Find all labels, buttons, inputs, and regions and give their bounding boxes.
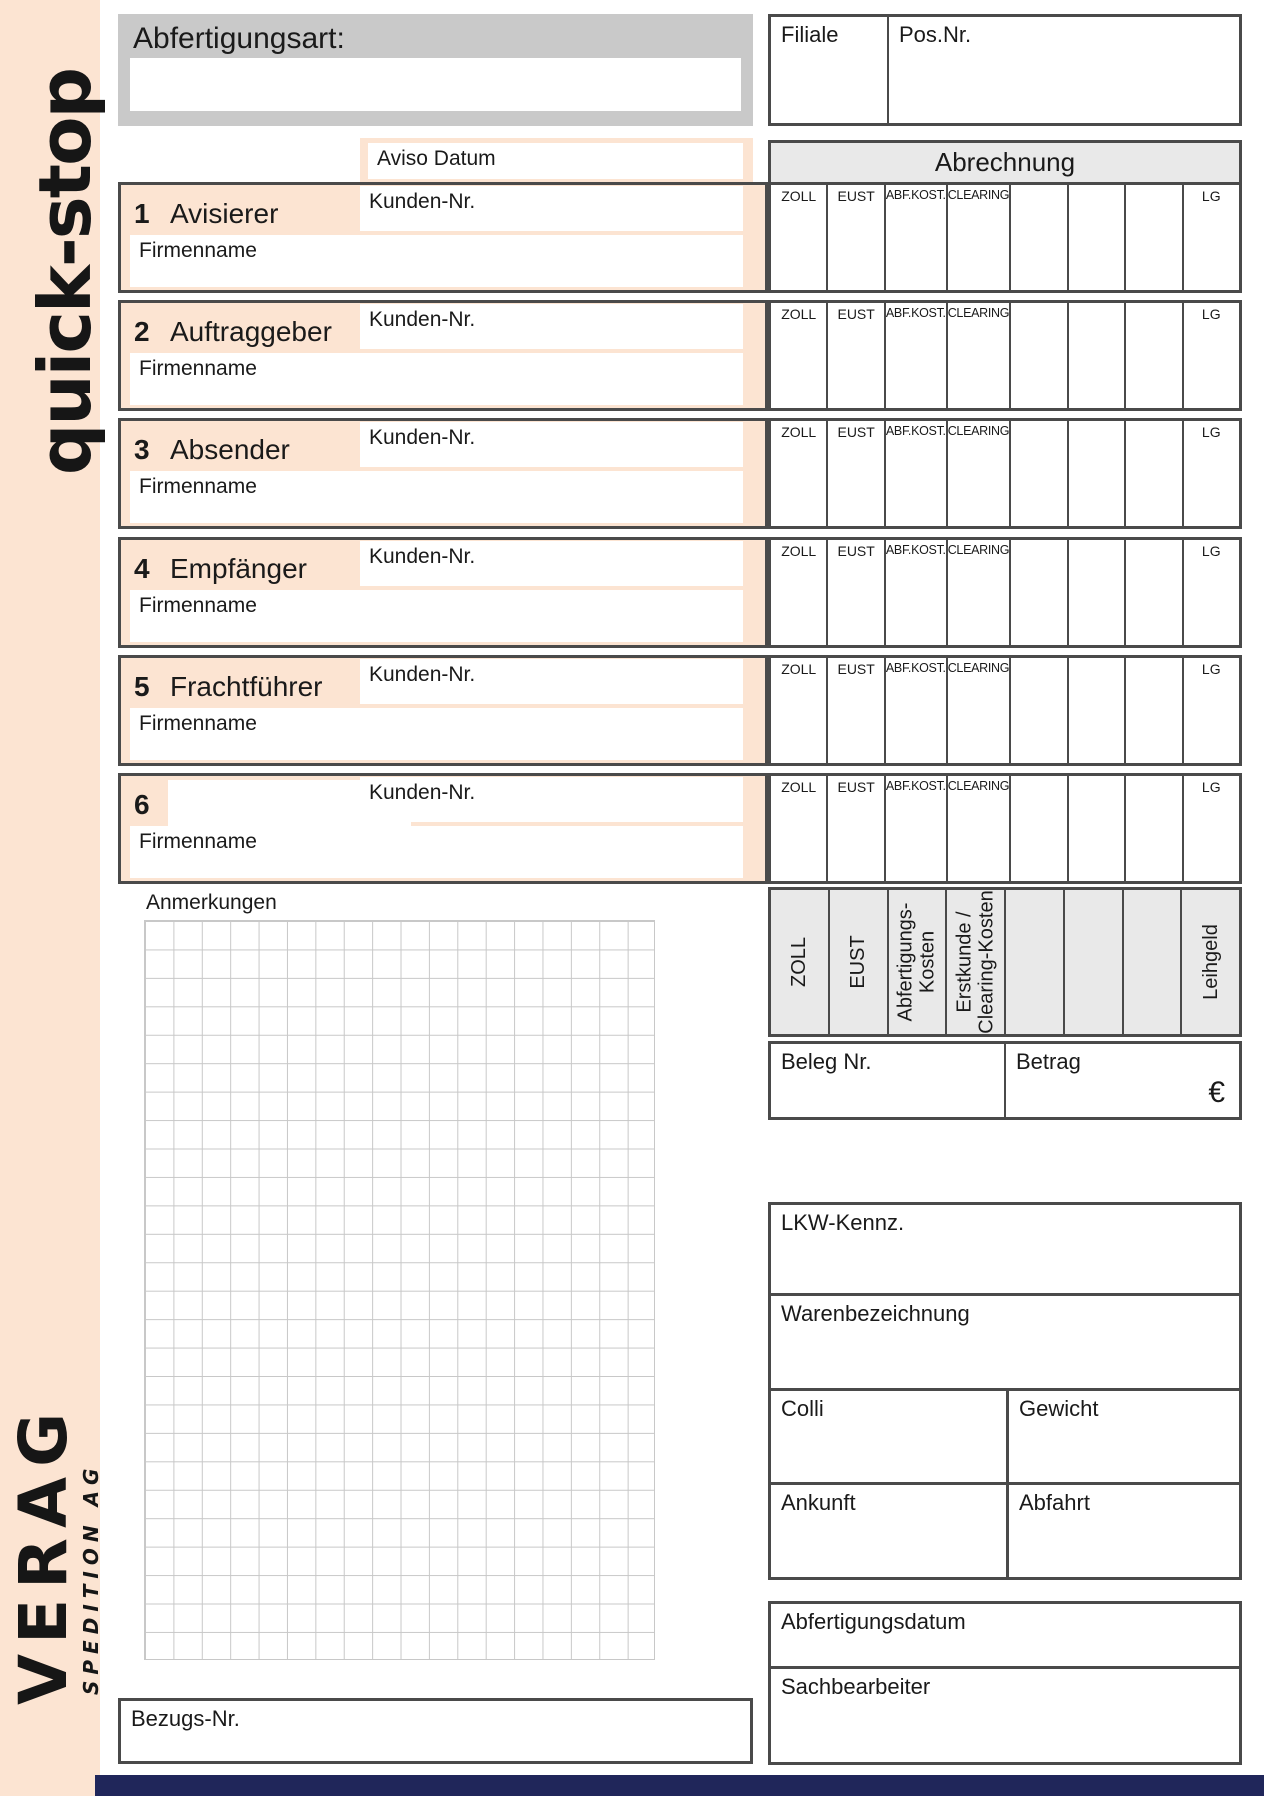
firmenname-field[interactable] <box>130 235 743 287</box>
col-header-abf-kost: ABF.KOST. <box>885 188 946 202</box>
col-header-lg: LG <box>1201 661 1221 677</box>
abrechnung-cell-blank[interactable] <box>1124 421 1181 526</box>
section-label: Avisierer <box>170 198 279 229</box>
rotated-label-eust: EUST <box>846 935 869 989</box>
abrechnung-cell-zoll[interactable] <box>771 658 826 763</box>
aviso-datum-label: Aviso Datum <box>377 147 496 170</box>
lkw-kennz-field[interactable] <box>771 1205 1239 1293</box>
section-number: 5 <box>134 671 150 702</box>
anmerkungen-label: Anmerkungen <box>146 891 277 914</box>
verag-logo <box>7 1275 107 1705</box>
abrechnung-cell-zoll[interactable] <box>771 776 826 881</box>
col-header-eust: EUST <box>837 306 875 322</box>
sachbearbeiter-field[interactable] <box>771 1669 1239 1762</box>
party-section-frachtf-hrer <box>118 655 768 766</box>
section-number: 1 <box>134 198 150 229</box>
col-header-clearing: CLEARING <box>947 661 1010 675</box>
abrechnung-row-1 <box>768 182 1242 293</box>
party-section-6 <box>118 773 768 884</box>
abrechnung-cell-clearing[interactable] <box>946 303 1010 408</box>
abrechnung-row-5 <box>768 655 1242 766</box>
bezugs-nr-label: Bezugs-Nr. <box>131 1706 240 1731</box>
abrechnung-cell-clearing[interactable] <box>946 421 1010 526</box>
abrechnung-cell-clearing[interactable] <box>946 185 1010 290</box>
col-header-abf-kost: ABF.KOST. <box>885 661 946 675</box>
colli-gewicht-row <box>771 1388 1239 1483</box>
abrechnung-cell-clearing[interactable] <box>946 540 1010 645</box>
firmenname-label: Firmenname <box>139 830 257 853</box>
abrechnung-cell-blank[interactable] <box>1067 421 1124 526</box>
col-header-lg: LG <box>1201 779 1221 795</box>
pos-nr-label: Pos.Nr. <box>899 22 972 47</box>
col-header-clearing: CLEARING <box>947 543 1010 557</box>
abrechnung-cell-zoll[interactable] <box>771 540 826 645</box>
abrechnung-cell-clearing[interactable] <box>946 658 1010 763</box>
abrechnung-cell-blank[interactable] <box>1067 658 1124 763</box>
section-label: Empfänger <box>170 553 307 584</box>
abfertigungsart-box <box>118 14 753 126</box>
section-label: Absender <box>170 434 290 465</box>
aviso-datum-box <box>360 138 753 182</box>
filiale-field[interactable] <box>771 17 889 123</box>
quick-stop-logo: quick-stop <box>23 68 107 476</box>
abrechnung-cell-blank[interactable] <box>1067 776 1124 881</box>
rotated-label-erstkunde-clearing-kosten: Erstkunde / Clearing-Kosten <box>953 890 998 1034</box>
colli-label: Colli <box>781 1395 824 1421</box>
abrechnung-cell-lg[interactable] <box>1182 776 1239 881</box>
kunden-nr-field[interactable] <box>360 777 743 822</box>
ankunft-field[interactable] <box>771 1485 1009 1577</box>
footer-cell-erstkunde-clearing-kosten <box>945 890 1004 1034</box>
firmenname-field[interactable] <box>130 708 743 760</box>
col-header-abf-kost: ABF.KOST. <box>885 779 946 793</box>
footer-navy-bar <box>95 1775 1264 1796</box>
footer-cell-zoll <box>771 890 828 1034</box>
footer-cell-leihgeld <box>1180 890 1239 1034</box>
abrechnung-cell-abf-kost[interactable] <box>884 658 946 763</box>
betrag-label: Betrag <box>1016 1049 1081 1074</box>
abrechnung-cell-eust[interactable] <box>826 185 883 290</box>
col-header-lg: LG <box>1201 306 1221 322</box>
abrechnung-cell-blank[interactable] <box>1124 303 1181 408</box>
abrechnung-cell-abf-kost[interactable] <box>884 185 946 290</box>
abrechnung-cell-eust[interactable] <box>826 776 883 881</box>
beleg-nr-label: Beleg Nr. <box>781 1049 872 1074</box>
col-header-eust: EUST <box>837 661 875 677</box>
abfertigungsdatum-field[interactable] <box>771 1604 1239 1669</box>
abrechnung-footer-row <box>768 887 1242 1037</box>
abrechnung-title: Abrechnung <box>934 147 1076 177</box>
kunden-nr-label: Kunden-Nr. <box>369 545 476 568</box>
sachbearbeiter-label: Sachbearbeiter <box>781 1674 931 1699</box>
abfahrt-label: Abfahrt <box>1019 1490 1090 1516</box>
abrechnung-cell-eust[interactable] <box>826 540 883 645</box>
section-number: 2 <box>134 316 150 347</box>
filiale-posnr-box <box>768 14 1242 126</box>
bezugs-nr-field[interactable] <box>118 1698 753 1764</box>
warenbezeichnung-field[interactable] <box>771 1293 1239 1388</box>
kunden-nr-label: Kunden-Nr. <box>369 663 476 686</box>
col-header-zoll: ZOLL <box>781 543 817 559</box>
col-header-zoll: ZOLL <box>781 188 817 204</box>
section-number: 3 <box>134 434 150 465</box>
abrechnung-cell-lg[interactable] <box>1182 540 1239 645</box>
col-header-eust: EUST <box>837 779 875 795</box>
kunden-nr-label: Kunden-Nr. <box>369 308 476 331</box>
rotated-label-zoll: ZOLL <box>788 936 811 988</box>
abrechnung-cell-lg[interactable] <box>1182 185 1239 290</box>
kunden-nr-label: Kunden-Nr. <box>369 781 476 804</box>
abrechnung-cell-blank[interactable] <box>1124 540 1181 645</box>
party-section-auftraggeber <box>118 300 768 411</box>
abrechnung-cell-blank[interactable] <box>1009 776 1066 881</box>
abrechnung-cell-lg[interactable] <box>1182 658 1239 763</box>
kunden-nr-label: Kunden-Nr. <box>369 190 476 213</box>
shipment-box <box>768 1202 1242 1580</box>
kunden-nr-field[interactable] <box>360 541 743 586</box>
colli-field[interactable] <box>771 1391 1009 1483</box>
firmenname-field[interactable] <box>130 353 743 405</box>
firmenname-label: Firmenname <box>139 594 257 617</box>
party-section-avisierer <box>118 182 768 293</box>
abrechnung-cell-blank[interactable] <box>1067 303 1124 408</box>
abrechnung-cell-abf-kost[interactable] <box>884 421 946 526</box>
abrechnung-row-2 <box>768 300 1242 411</box>
col-header-lg: LG <box>1201 543 1221 559</box>
anmerkungen-grid-area[interactable] <box>144 920 655 1660</box>
col-header-zoll: ZOLL <box>781 779 817 795</box>
kunden-nr-field[interactable] <box>360 659 743 704</box>
verag-subtitle-text: SPEDITION AG <box>79 1462 103 1695</box>
abrechnung-cell-abf-kost[interactable] <box>884 776 946 881</box>
col-header-zoll: ZOLL <box>781 424 817 440</box>
gewicht-field[interactable] <box>1009 1391 1239 1483</box>
col-header-abf-kost: ABF.KOST. <box>885 306 946 320</box>
abfertigungsdatum-label: Abfertigungsdatum <box>781 1609 966 1634</box>
section-number: 6 <box>134 789 150 820</box>
abrechnung-cell-eust[interactable] <box>826 421 883 526</box>
abrechnung-cell-blank[interactable] <box>1124 658 1181 763</box>
rotated-label-abfertigungs-kosten: Abfertigungs-Kosten <box>894 902 939 1022</box>
party-section-absender <box>118 418 768 529</box>
pos-nr-field[interactable] <box>889 17 1239 123</box>
col-header-lg: LG <box>1201 188 1221 204</box>
col-header-clearing: CLEARING <box>947 424 1010 438</box>
col-header-zoll: ZOLL <box>781 306 817 322</box>
firmenname-field[interactable] <box>130 590 743 642</box>
betrag-field[interactable] <box>1006 1044 1239 1117</box>
abfertigungsart-label: Abfertigungsart: <box>133 22 345 55</box>
kunden-nr-field[interactable] <box>360 422 743 467</box>
section-label: Frachtführer <box>170 671 323 702</box>
abrechnung-cell-lg[interactable] <box>1182 421 1239 526</box>
kunden-nr-label: Kunden-Nr. <box>369 426 476 449</box>
col-header-eust: EUST <box>837 543 875 559</box>
ankunft-label: Ankunft <box>781 1490 856 1516</box>
section-label: Auftraggeber <box>170 316 332 347</box>
party-section-empf-nger <box>118 537 768 648</box>
abrechnung-row-3 <box>768 418 1242 529</box>
filiale-label: Filiale <box>781 22 839 47</box>
col-header-eust: EUST <box>837 424 875 440</box>
firmenname-label: Firmenname <box>139 357 257 380</box>
abrechnung-cell-eust[interactable] <box>826 658 883 763</box>
abrechnung-cell-blank[interactable] <box>1009 658 1066 763</box>
abrechnung-cell-abf-kost[interactable] <box>884 540 946 645</box>
firmenname-label: Firmenname <box>139 712 257 735</box>
abrechnung-cell-zoll[interactable] <box>771 303 826 408</box>
abrechnung-cell-blank[interactable] <box>1124 185 1181 290</box>
firmenname-field[interactable] <box>130 471 743 523</box>
col-header-clearing: CLEARING <box>947 779 1010 793</box>
col-header-zoll: ZOLL <box>781 661 817 677</box>
firmenname-label: Firmenname <box>139 239 257 262</box>
footer-cell-blank <box>1122 890 1181 1034</box>
firmenname-field[interactable] <box>130 826 743 878</box>
aviso-datum-field[interactable] <box>368 143 743 179</box>
verag-brand-text: VERAG <box>5 1402 82 1705</box>
col-header-abf-kost: ABF.KOST. <box>885 543 946 557</box>
abrechnung-cell-blank[interactable] <box>1124 776 1181 881</box>
abrechnung-cell-blank[interactable] <box>1009 540 1066 645</box>
abrechnung-row-6 <box>768 773 1242 884</box>
abrechnung-cell-zoll[interactable] <box>771 421 826 526</box>
euro-currency-symbol: € <box>1208 1076 1225 1109</box>
kunden-nr-field[interactable] <box>360 304 743 349</box>
abrechnung-cell-lg[interactable] <box>1182 303 1239 408</box>
abrechnung-row-4 <box>768 537 1242 648</box>
abrechnung-cell-blank[interactable] <box>1009 303 1066 408</box>
beleg-betrag-box <box>768 1041 1242 1120</box>
kunden-nr-field[interactable] <box>360 186 743 231</box>
rotated-label-leihgeld: Leihgeld <box>1199 924 1222 1000</box>
footer-cell-blank <box>1063 890 1122 1034</box>
footer-cell-eust <box>828 890 887 1034</box>
col-header-eust: EUST <box>837 188 875 204</box>
abrechnung-cell-blank[interactable] <box>1009 185 1066 290</box>
col-header-clearing: CLEARING <box>947 188 1010 202</box>
lkw-kennz-label: LKW-Kennz. <box>781 1210 905 1235</box>
footer-cell-abfertigungs-kosten <box>887 890 946 1034</box>
firmenname-label: Firmenname <box>139 475 257 498</box>
abrechnung-cell-eust[interactable] <box>826 303 883 408</box>
section-number: 4 <box>134 553 150 584</box>
abrechnung-cell-blank[interactable] <box>1067 185 1124 290</box>
ankunft-abfahrt-row <box>771 1482 1239 1577</box>
footer-cell-blank <box>1004 890 1063 1034</box>
abrechnung-cell-zoll[interactable] <box>771 185 826 290</box>
abrechnung-header <box>768 140 1242 185</box>
col-header-lg: LG <box>1201 424 1221 440</box>
col-header-clearing: CLEARING <box>947 306 1010 320</box>
abrechnung-cell-blank[interactable] <box>1009 421 1066 526</box>
processing-box <box>768 1601 1242 1765</box>
warenbezeichnung-label: Warenbezeichnung <box>781 1300 970 1326</box>
beleg-nr-field[interactable] <box>771 1044 1006 1117</box>
abfertigungsart-input[interactable] <box>130 58 741 111</box>
abrechnung-cell-abf-kost[interactable] <box>884 303 946 408</box>
abrechnung-cell-clearing[interactable] <box>946 776 1010 881</box>
abrechnung-cell-blank[interactable] <box>1067 540 1124 645</box>
abfahrt-field[interactable] <box>1009 1485 1239 1577</box>
gewicht-label: Gewicht <box>1019 1395 1099 1421</box>
col-header-abf-kost: ABF.KOST. <box>885 424 946 438</box>
